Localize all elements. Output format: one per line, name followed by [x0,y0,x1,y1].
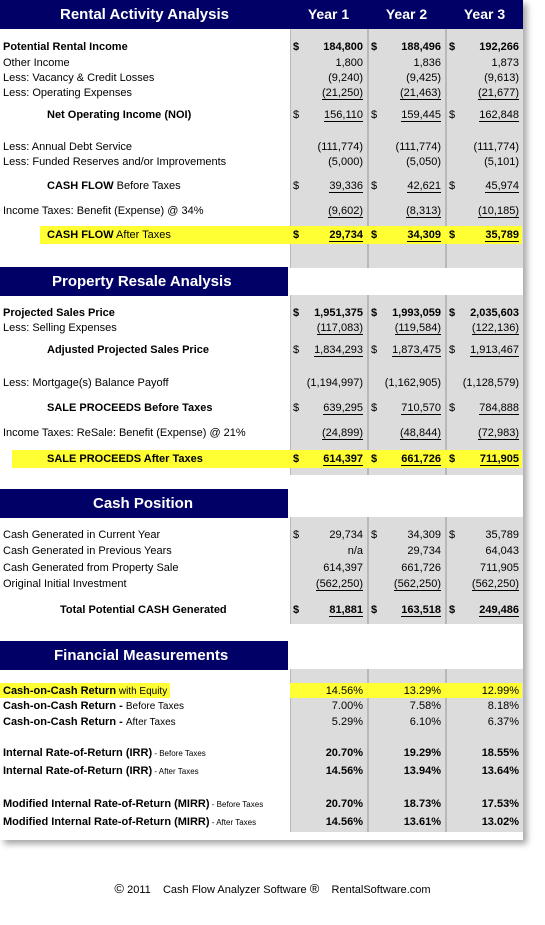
cash-position-header [0,489,288,518]
row-mortgage-payoff: Less: Mortgage(s) Balance Payoff (1,194,997) (1,162,905) (1,128,579) [3,377,519,389]
row-coc-after-taxes: Cash-on-Cash Return - After Taxes 5.29% 6.10% 6.37% [3,716,519,728]
row-coc-before-taxes: Cash-on-Cash Return - Before Taxes 7.00% 7.58% 8.18% [3,700,519,712]
row-other-income: Other Income 1,800 1,836 1,873 [3,57,519,69]
row-resale-income-taxes: Income Taxes: ReSale: Benefit (Expense) @ 21% (24,899) (48,844) (72,983) [3,427,519,439]
financial-measurements-title: Financial Measurements [54,647,229,664]
year1-heading: Year 1 [307,6,350,22]
resale-header [0,267,288,296]
row-vacancy-credit-losses: Less: Vacancy & Credit Losses (9,240) (9,425) (9,613) [3,72,519,84]
resale-title: Property Resale Analysis [52,273,232,290]
rental-title: Rental Activity Analysis [60,6,229,23]
row-mirr-before-taxes: Modified Internal Rate-of-Return (MIRR) - Before Taxes 20.70% 18.73% 17.53% [3,798,519,810]
row-irr-before-taxes: Internal Rate-of-Return (IRR) - Before Taxes 20.70% 19.29% 18.55% [3,747,519,759]
product-name: Cash Flow Analyzer Software [162,884,307,896]
footer-credits [0,881,545,896]
row-cash-property-sale: Cash Generated from Property Sale 614,397 661,726 711,905 [3,562,519,574]
row-sale-proceeds-before-taxes: SALE PROCEEDS Before Taxes $ $ $ 639,295 710,570 784,888 [47,402,519,414]
row-operating-expenses: Less: Operating Expenses (21,250) (21,463) (21,677) [3,87,519,99]
rental-header [0,0,523,29]
copyright-year: 2011 [127,884,151,896]
row-potential-rental-income: Potential Rental Income $ $ $ 184,800 188,496 192,266 [3,41,519,53]
row-coc-with-equity: Cash-on-Cash Return with Equity 14.56% 13.29% 12.99% [3,685,519,697]
row-cash-flow-before-taxes: CASH FLOW Before Taxes $ $ $ 39,336 42,621 45,974 [47,180,519,192]
year3-heading: Year 3 [463,6,506,22]
row-cash-flow-after-taxes: CASH FLOW After Taxes $ $ $ 29,734 34,309 35,789 [47,229,519,241]
row-funded-reserves: Less: Funded Reserves and/or Improvements (5,000) (5,050) (5,101) [3,156,519,168]
row-total-potential-cash: Total Potential CASH Generated $ $ $ 81,881 163,518 249,486 [60,604,519,616]
registered-symbol: ® [309,881,320,896]
row-sale-proceeds-after-taxes: SALE PROCEEDS After Taxes $ $ $ 614,397 661,726 711,905 [47,453,519,465]
financial-measurements-header [0,641,288,670]
row-projected-sales-price: Projected Sales Price $ $ $ 1,951,375 1,993,059 2,035,603 [3,307,519,319]
row-cash-previous-years: Cash Generated in Previous Years n/a 29,734 64,043 [3,545,519,557]
row-irr-after-taxes: Internal Rate-of-Return (IRR) - After Taxes 14.56% 13.94% 13.64% [3,765,519,777]
copyright-symbol: © [114,881,125,896]
row-selling-expenses: Less: Selling Expenses (117,083) (119,584) (122,136) [3,322,519,334]
website-name: RentalSoftware.com [331,884,431,896]
row-income-taxes-benefit: Income Taxes: Benefit (Expense) @ 34% (9,602) (8,313) (10,185) [3,205,519,217]
row-annual-debt-service: Less: Annual Debt Service (111,774) (111,774) (111,774) [3,141,519,153]
year2-heading: Year 2 [385,6,428,22]
row-net-operating-income: Net Operating Income (NOI) $ $ $ 156,110 159,445 162,848 [47,109,519,121]
row-adjusted-sales-price: Adjusted Projected Sales Price $ $ $ 1,834,293 1,873,475 1,913,467 [47,344,519,356]
row-cash-current-year: Cash Generated in Current Year $ $ $ 29,734 34,309 35,789 [3,529,519,541]
cash-position-title: Cash Position [93,495,194,512]
row-original-investment: Original Initial Investment (562,250) (562,250) (562,250) [3,578,519,590]
row-mirr-after-taxes: Modified Internal Rate-of-Return (MIRR) - After Taxes 14.56% 13.61% 13.02% [3,816,519,828]
